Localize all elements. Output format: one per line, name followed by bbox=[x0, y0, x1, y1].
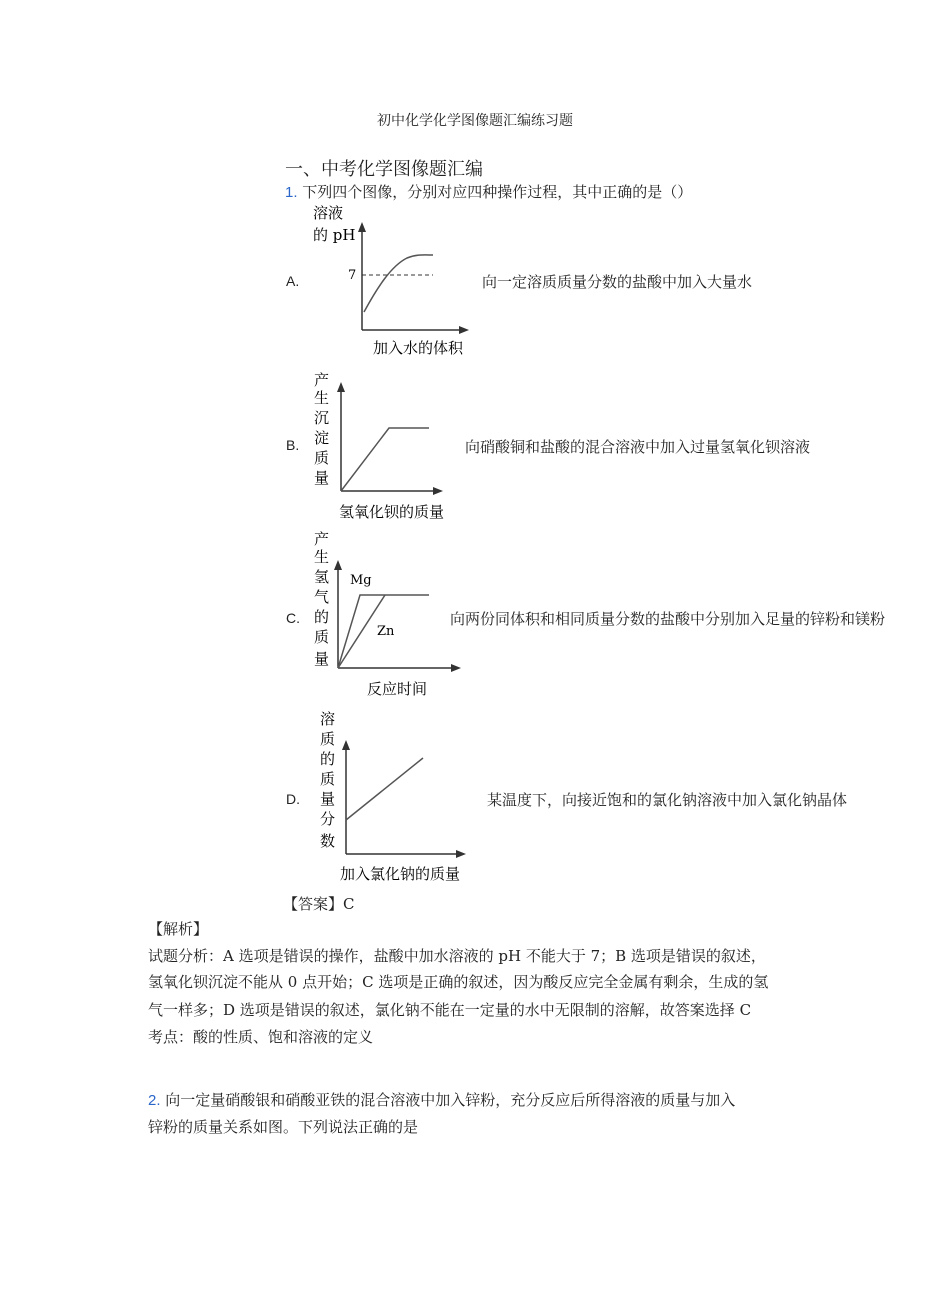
chart-b-ylabel-char: 产 bbox=[314, 371, 330, 389]
kaodian: 考点：酸的性质、饱和溶液的定义 bbox=[148, 1028, 374, 1046]
chart-c-x-arrow bbox=[451, 664, 461, 672]
question-2-line-2: 锌粉的质量关系如图。下列说法正确的是 bbox=[148, 1118, 419, 1136]
section-title: 一、中考化学图像题汇编 bbox=[285, 159, 483, 180]
answer: 【答案】C bbox=[283, 895, 355, 913]
chart-d-ylabel bbox=[320, 710, 335, 850]
option-b-label: B. bbox=[286, 437, 300, 453]
chart-a-ylabel-line1: 溶液 bbox=[313, 204, 344, 222]
chart-b-ylabel-char: 质 bbox=[314, 449, 330, 467]
chart-a-curve bbox=[364, 255, 433, 312]
chart-b-y-arrow bbox=[337, 382, 345, 392]
chart-b-x-arrow bbox=[433, 487, 443, 495]
chart-c-ylabel-char: 质 bbox=[314, 628, 330, 646]
analysis-line-2: 氢氧化钡沉淀不能从 0 点开始；C 选项是正确的叙述，因为酸反应完全金属有剩余，生成的氢 bbox=[148, 973, 769, 991]
option-c-label: C. bbox=[286, 610, 300, 626]
chart-c-ylabel-char: 氢 bbox=[314, 568, 330, 586]
question-2-stem bbox=[148, 1087, 735, 1140]
chart-d-ylabel-char: 数 bbox=[320, 832, 336, 850]
chart-d-ylabel-char: 量 bbox=[320, 790, 336, 808]
question-number: 2. bbox=[148, 1092, 161, 1109]
chart-c-ylabel-char: 量 bbox=[314, 650, 330, 668]
chart-d-ylabel-char: 溶 bbox=[320, 710, 336, 728]
chart-d-y-arrow bbox=[342, 740, 350, 750]
chart-a-tick-7: 7 bbox=[348, 268, 357, 283]
chart-b-ylabel-char: 量 bbox=[314, 469, 330, 487]
question-text: 下列四个图像，分别对应四种操作过程，其中正确的是（） bbox=[302, 183, 693, 201]
analysis-line-3: 气一样多；D 选项是错误的叙述，氯化钠不能在一定量的水中无限制的溶解，故答案选择 C bbox=[148, 1001, 752, 1019]
option-b-description: 向硝酸铜和盐酸的混合溶液中加入过量氢氧化钡溶液 bbox=[465, 438, 811, 456]
chart-c-ylabel bbox=[314, 530, 329, 668]
chart-b-ylabel-char: 生 bbox=[314, 389, 330, 407]
option-d-label: D. bbox=[286, 791, 300, 807]
chart-b-line bbox=[341, 428, 429, 491]
chart-d-xlabel: 加入氯化钠的质量 bbox=[340, 865, 461, 883]
chart-b bbox=[305, 368, 485, 523]
chart-c-ylabel-char: 生 bbox=[314, 548, 330, 566]
document-title: 初中化学化学图像题汇编练习题 bbox=[377, 113, 573, 129]
chart-b-ylabel-char: 沉 bbox=[314, 409, 330, 427]
chart-c-ylabel-char: 的 bbox=[314, 608, 330, 626]
chart-a-y-arrow bbox=[358, 222, 366, 232]
chart-c-ylabel-char: 气 bbox=[314, 588, 330, 606]
chart-c-ylabel-char: 产 bbox=[314, 530, 330, 548]
analysis-heading: 【解析】 bbox=[148, 920, 209, 938]
option-a-description: 向一定溶质质量分数的盐酸中加入大量水 bbox=[482, 273, 753, 291]
chart-a bbox=[305, 200, 485, 360]
chart-c-zn-label: Zn bbox=[377, 624, 395, 639]
question-2-line-1: 向一定量硝酸银和硝酸亚铁的混合溶液中加入锌粉，充分反应后所得溶液的质量与加入 bbox=[165, 1091, 736, 1109]
chart-a-x-arrow bbox=[459, 326, 469, 334]
chart-d-x-arrow bbox=[456, 850, 466, 858]
chart-c-y-arrow bbox=[334, 560, 342, 570]
chart-d-ylabel-char: 质 bbox=[320, 730, 336, 748]
chart-b-ylabel bbox=[314, 371, 329, 487]
option-c-description: 向两份同体积和相同质量分数的盐酸中分别加入足量的锌粉和镁粉 bbox=[450, 610, 886, 628]
chart-b-ylabel-char: 淀 bbox=[314, 429, 330, 447]
chart-d bbox=[305, 706, 490, 886]
option-a-label: A. bbox=[286, 273, 300, 289]
chart-d-line bbox=[346, 758, 423, 820]
option-d-description: 某温度下，向接近饱和的氯化钠溶液中加入氯化钠晶体 bbox=[487, 791, 848, 809]
chart-a-xlabel: 加入水的体积 bbox=[373, 339, 464, 357]
chart-a-ylabel-line2: 的 pH bbox=[313, 226, 356, 244]
chart-d-ylabel-char: 的 bbox=[320, 750, 336, 768]
chart-d-ylabel-char: 质 bbox=[320, 770, 336, 788]
chart-c-mg-label: Mg bbox=[350, 573, 372, 588]
chart-b-xlabel: 氢氧化钡的质量 bbox=[339, 503, 445, 521]
chart-d-ylabel-char: 分 bbox=[320, 810, 336, 828]
chart-c-xlabel: 反应时间 bbox=[367, 680, 428, 698]
question-1-stem bbox=[285, 181, 692, 202]
analysis-line-1: 试题分析：A 选项是错误的操作，盐酸中加水溶液的 pH 不能大于 7；B 选项是错误的叙述， bbox=[148, 947, 766, 965]
question-number: 1. bbox=[285, 184, 298, 201]
